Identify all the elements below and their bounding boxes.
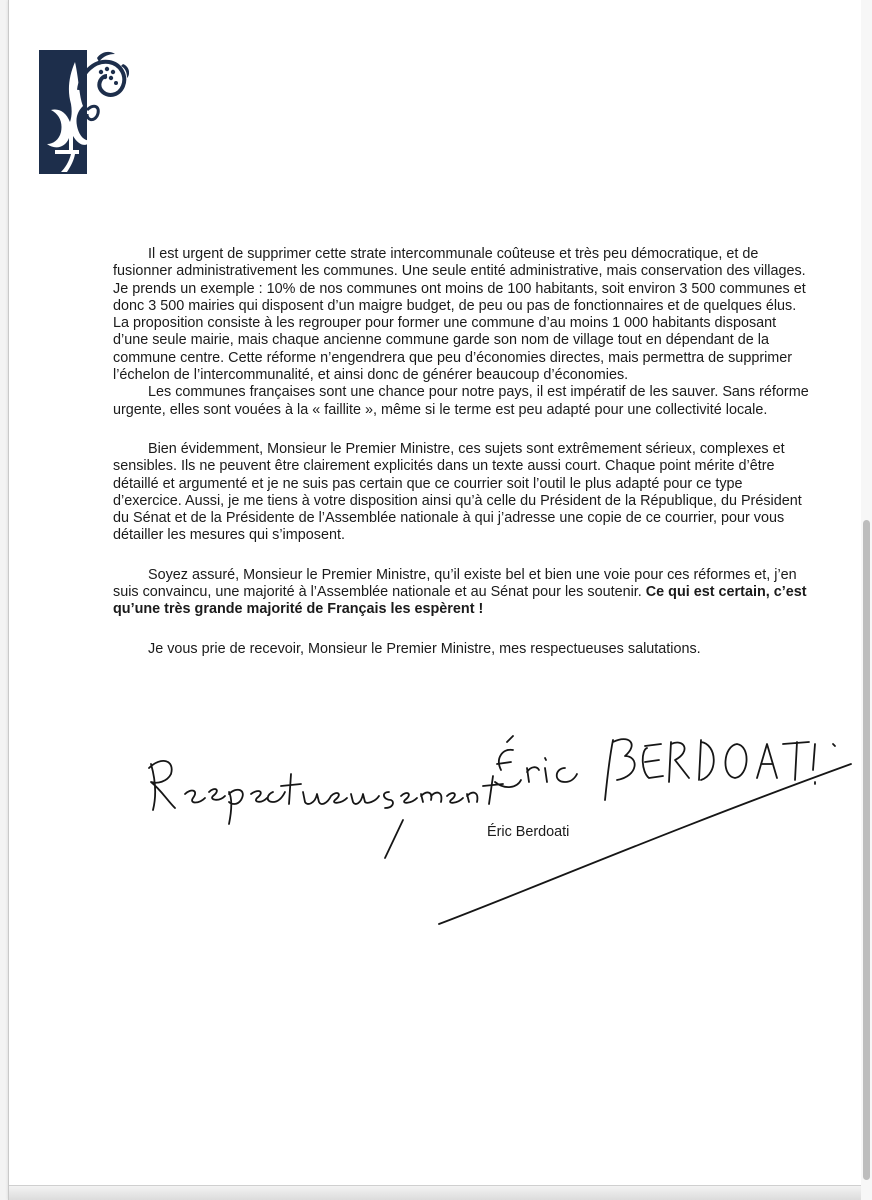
paragraph-premier-ministre: Bien évidemment, Monsieur le Premier Ministre, ces sujets sont extrêmement sérieux, complexes et sensibles. Ils ne peuvent être clairement explicités dans un texte aussi court. Chaque point mérite d’être détaillé et argumenté et je ne suis pas certain que ce courrier soit l’outil le plus adapté pour ce type d’exercice. Aussi, je me tiens à votre disposition ainsi qu’à celle du Président de la République, du Président du Sénat et de la Présidente de l’Assemblée nationale à qui j’adresse une copie de ce courrier, pour vous détailler les mesures qui s’imposent. bbox=[113, 440, 802, 544]
paragraph-reformes bbox=[113, 567, 813, 619]
emphasis-text: Ce qui est certain, c’est qu’une très grande majorité de Français les espèrent ! bbox=[113, 584, 807, 618]
scrollbar-thumb[interactable] bbox=[863, 520, 870, 1180]
paragraph-communes: Les communes françaises sont une chance pour notre pays, il est impératif de les sauver. Sans réforme urgente, elles sont vouées à la « faillite », même si le terme est peu adapté pour une collectivité locale. bbox=[113, 384, 809, 418]
handwritten-signature bbox=[109, 720, 869, 960]
scrollbar[interactable] bbox=[861, 0, 872, 1200]
fleur-de-lis-logo-icon bbox=[39, 50, 129, 174]
signatory-name: Éric Berdoati bbox=[487, 824, 570, 840]
paragraph-intercommunalite: Il est urgent de supprimer cette strate intercommunale coûteuse et très peu démocratique, et de fusionner administrativement les communes. Une seule entité administrative, mais conservation des villages. Je prends un exemple : 10% de nos communes ont moins de 100 habitants, soit environ 3 500 communes et donc 3 500 mairies qui disposent d’un maigre budget, de peu ou pas de fonctionnaires et de quelques élus. La proposition consiste à les regrouper pour former une commune d’au moins 1 000 habitants disposant d’une seule mairie, mais chaque ancienne commune garde son nom de village tout en dépendant de la commune centre. Cette réforme n’engendrera que peu d’économies directes, mais permettra de supprimer l’échelon de l’intercommunalité, et ainsi donc de générer beaucoup d’économies. bbox=[113, 246, 806, 384]
paragraph-reformes-text: Soyez assuré, Monsieur le Premier Ministre, qu’il existe bel et bien une voie pour ces réformes et, j’en suis convaincu, une majorité à l’Assemblée nationale et au Sénat pour les soutenir. bbox=[113, 566, 797, 601]
letter-body bbox=[113, 246, 813, 658]
closing-salutation: Je vous prie de recevoir, Monsieur le Premier Ministre, mes respectueuses salutations. bbox=[148, 640, 701, 657]
page-bottom-edge bbox=[9, 1185, 862, 1200]
letter-page bbox=[8, 0, 863, 1200]
